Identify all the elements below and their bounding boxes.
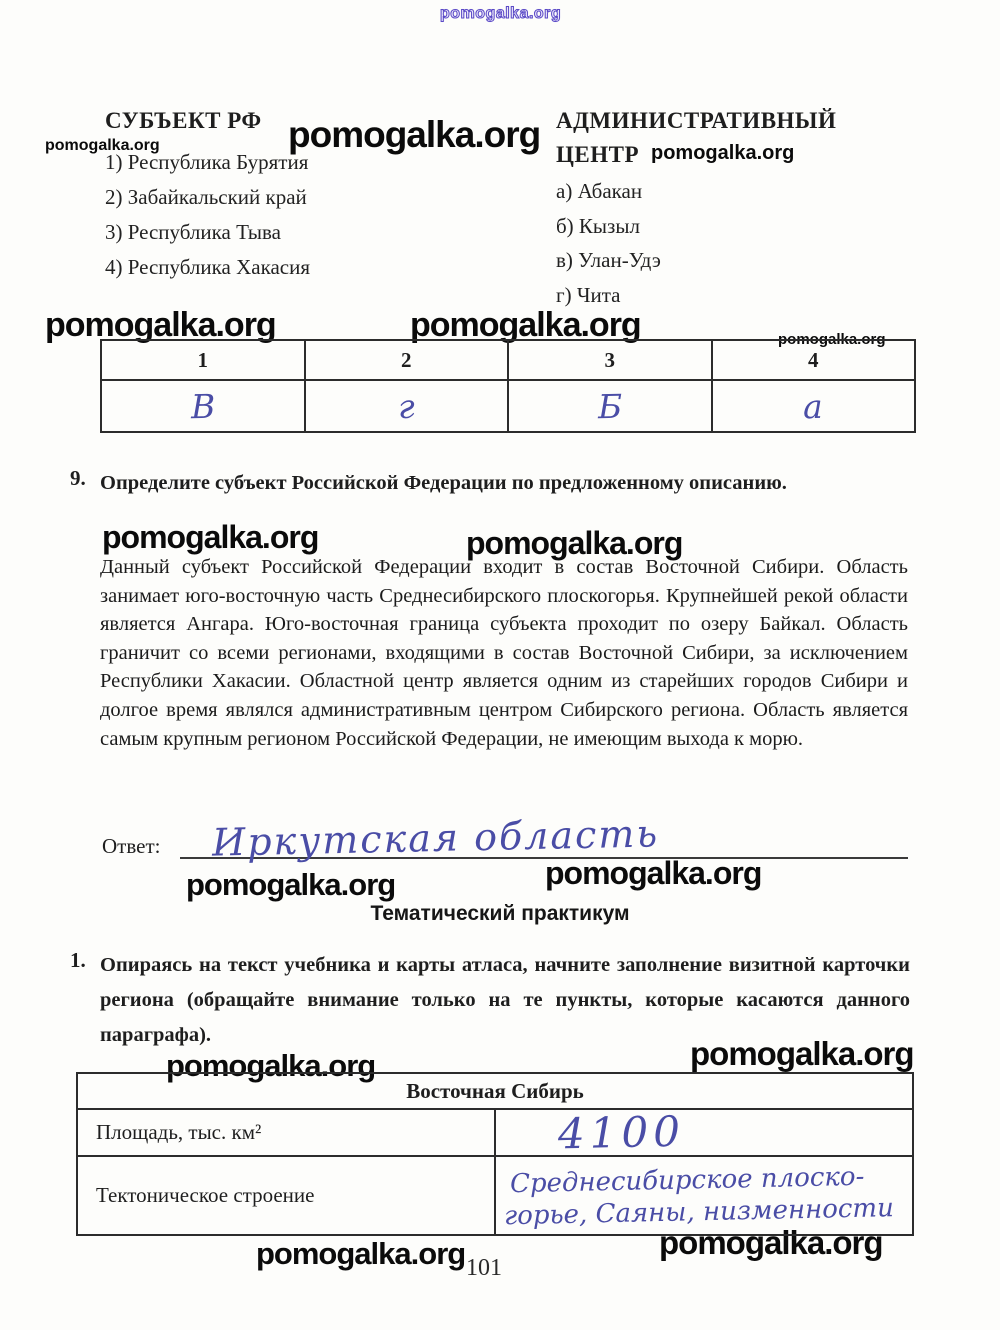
watermark: pomogalka.org [102,519,319,555]
watermark: pomogalka.org [166,1048,376,1083]
handwritten-answer: а [803,386,824,426]
task-1-number: 1. [70,948,86,972]
handwritten-answer: г [397,386,416,426]
watermark: pomogalka.org [690,1035,914,1072]
admin-center-item: б) Кызыл [556,214,640,238]
region-card-row-area [77,1109,913,1156]
subject-item: 3) Республика Тыва [105,220,281,244]
task-1-text: Опираясь на текст учебника и карты атласа, начните заполнение визитной карточки региона (обращайте внимание только на те пункты, которые касаются данного параграфа). [100,954,910,1046]
handwritten-tectonics-line2: горье, Саяны, низменности [503,1192,895,1231]
region-card-table [76,1072,914,1236]
admin-center-item: в) Улан-Удэ [556,248,661,272]
watermark: pomogalka.org [778,331,886,348]
column-header: 4 [712,340,916,380]
section-heading: Тематический практикум [370,902,630,925]
handwritten-answer-cell [508,380,712,432]
column-header: 3 [508,340,712,380]
row-label-tectonics: Тектоническое строение [77,1156,495,1235]
matching-table-answer-row [101,380,915,432]
question-9-number: 9. [70,466,86,490]
matching-answer-table [100,339,916,433]
watermark: pomogalka.org [410,306,641,344]
matching-table-header-row [101,340,915,380]
row-value-area [495,1106,913,1158]
handwritten-answer-region: Иркутская область [211,811,660,865]
subject-column-title: СУБЪЕКТ РФ [105,108,262,133]
admin-center-title-line1: АДМИНИСТРАТИВНЫЙ [556,108,837,133]
admin-center-title-line2: ЦЕНТР [556,142,640,167]
answer-label: Ответ: [102,834,161,858]
watermark: pomogalka.org [659,1224,883,1261]
handwritten-answer-cell [712,380,916,432]
subject-item: 2) Забайкальский край [105,185,307,209]
admin-center-item: а) Абакан [556,179,643,203]
watermark: pomogalka.org [256,1236,466,1271]
column-header: 2 [305,340,509,380]
row-label-area: Площадь, тыс. км² [77,1109,495,1156]
watermark: pomogalka.org [466,525,683,561]
handwritten-tectonics-line1: Среднесибирское плоско- [509,1161,865,1199]
row-value-tectonics [495,1156,913,1235]
subject-item: 4) Республика Хакасия [105,255,311,279]
watermark: pomogalka.org [288,114,541,155]
watermark: pomogalka.org [651,142,795,164]
region-card-title: Восточная Сибирь [77,1073,913,1109]
handwritten-answer-cell [101,380,305,432]
watermark: pomogalka.org [545,855,762,891]
handwritten-answer: Б [597,386,623,426]
page-number: 101 [466,1255,502,1281]
admin-center-item: г) Чита [556,283,621,307]
handwritten-area-value: 4100 [557,1106,686,1158]
column-header: 1 [101,340,305,380]
question-9-description: Данный субъект Российской Федерации входит в состав Восточной Сибири. Область занимает юго-восточную часть Среднесибирского плоскогорья. Крупнейшей рекой области является Ангара. Юго-восточная граница субъекта проходит по озеру Байкал. Область граничит со всеми регионами, входящими в состав Восточной Сибири, за исключением Республики Хакасии. Областной центр является одним из старейших городов Сибири и долгое время являлся административным центром Сибирского региона. Область является самым крупным регионом Российской Федерации, не имеющим выхода к морю. [100,556,908,750]
handwritten-answer: В [190,386,216,426]
question-9-prompt: Определите субъект Российской Федерации по предложенному описанию. [100,472,787,494]
watermark-top: pomogalka.org [440,5,562,22]
watermark: pomogalka.org [186,867,396,902]
region-card-row-tectonics [77,1156,913,1235]
watermark: pomogalka.org [45,306,276,344]
watermark: pomogalka.org [45,137,160,154]
subject-item: 1) Республика Бурятия [105,150,309,174]
region-card-title-row [77,1073,913,1109]
handwritten-answer-cell [305,380,509,432]
